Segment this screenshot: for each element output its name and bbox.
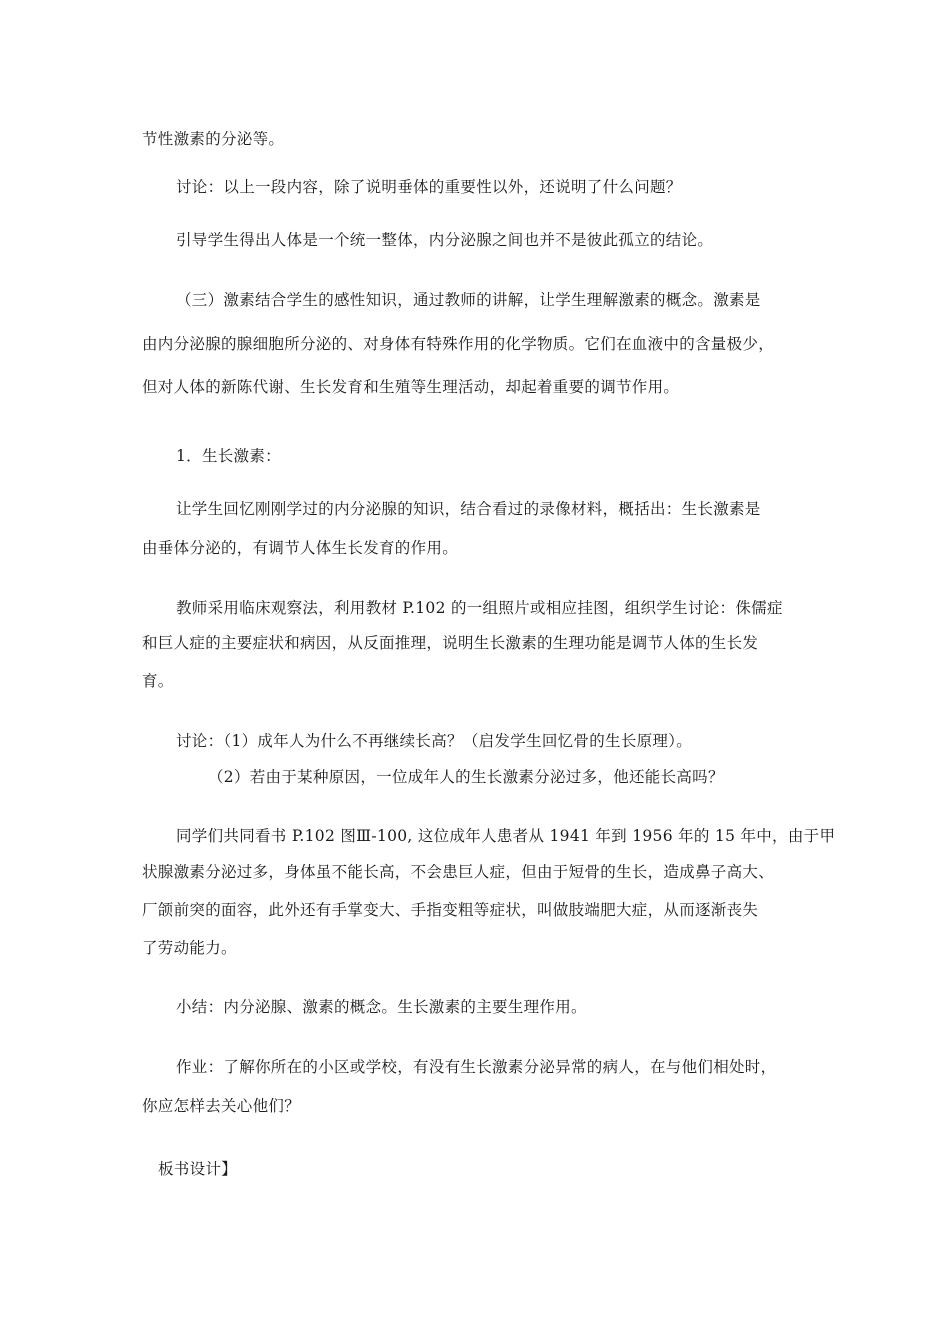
- discussion-item-2: （2）若由于某种原因，一位成年人的生长激素分泌过多，他还能长高吗？: [208, 768, 724, 786]
- case-paragraph-line-1: 同学们共同看书 P.102 图Ⅲ-100, 这位成年人患者从 1941 年到 1956 年的 15 年中，由于甲: [176, 827, 836, 845]
- case-paragraph-line-2: 状腺激素分泌过多，身体虽不能长高，不会患巨人症，但由于短骨的生长，造成鼻子高大、: [142, 863, 775, 881]
- discussion-item-1: 讨论：（1）成年人为什么不再继续长高？（启发学生回忆骨的生长原理）。: [176, 732, 693, 750]
- teacher-method-line-1: 教师采用临床观察法，利用教材 P.102 的一组照片或相应挂图，组织学生讨论：侏儒症: [176, 599, 783, 617]
- subsection-heading-growth-hormone: 1．生长激素：: [176, 447, 281, 465]
- recall-paragraph-line-1: 让学生回忆刚刚学过的内分泌腺的知识，结合看过的录像材料，概括出：生长激素是: [176, 500, 761, 518]
- section-three-line-3: 但对人体的新陈代谢、生长发育和生殖等生理活动，却起着重要的调节作用。: [142, 378, 680, 396]
- case-paragraph-line-4: 了劳动能力。: [142, 939, 237, 957]
- homework-line-1: 作业：了解你所在的小区或学校，有没有生长激素分泌异常的病人，在与他们相处时，: [176, 1058, 777, 1076]
- paragraph-line: 节性激素的分泌等。: [142, 130, 285, 148]
- guidance-paragraph: 引导学生得出人体是一个统一整体，内分泌腺之间也并不是彼此孤立的结论。: [176, 231, 714, 249]
- homework-line-2: 你应怎样去关心他们？: [142, 1097, 301, 1115]
- board-design-heading: 板书设计】: [158, 1160, 238, 1178]
- teacher-method-line-2: 和巨人症的主要症状和病因，从反面推理，说明生长激素的生理功能是调节人体的生长发: [142, 634, 759, 652]
- teacher-method-line-3: 育。: [142, 672, 174, 690]
- case-paragraph-line-3: 厂颌前突的面容，此外还有手掌变大、手指变粗等症状，叫做肢端肥大症，从而逐渐丧失: [142, 901, 759, 919]
- section-three-line-1: （三）激素结合学生的感性知识，通过教师的讲解，让学生理解激素的概念。激素是: [176, 291, 761, 309]
- section-three-line-2: 由内分泌腺的腺细胞所分泌的、对身体有特殊作用的化学物质。它们在血液中的含量极少，: [142, 335, 775, 353]
- summary-line: 小结：内分泌腺、激素的概念。生长激素的主要生理作用。: [176, 998, 587, 1016]
- recall-paragraph-line-2: 由垂体分泌的，有调节人体生长发育的作用。: [142, 539, 459, 557]
- discussion-question: 讨论：以上一段内容，除了说明垂体的重要性以外，还说明了什么问题？: [176, 178, 682, 196]
